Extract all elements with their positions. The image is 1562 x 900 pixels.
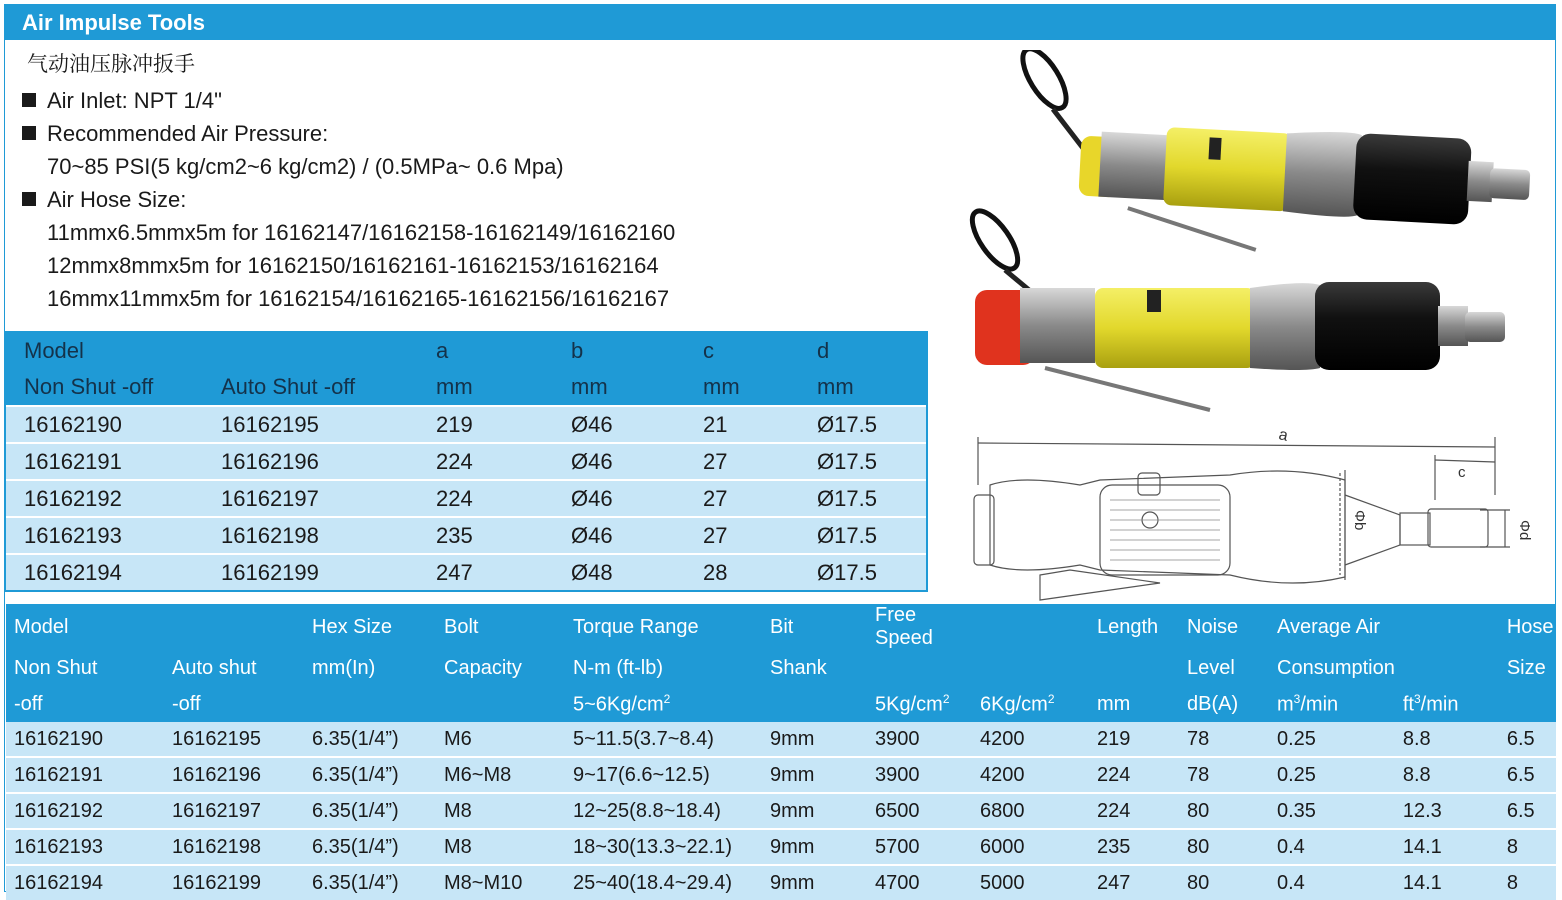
table-cell: 16162198 (203, 517, 418, 554)
header-cell: d (799, 333, 926, 369)
table-cell: 9mm (762, 865, 867, 900)
table-cell: 16162192 (6, 793, 164, 829)
table-cell: Ø48 (553, 554, 685, 590)
header-cell: Auto shut (164, 650, 304, 686)
table-cell: 0.25 (1269, 757, 1395, 793)
unit-min: /min (1300, 693, 1339, 716)
header-cell: Hex Size (304, 604, 436, 650)
unit-sup: 2 (663, 691, 671, 706)
table-cell: 224 (418, 443, 553, 480)
table-cell: 12.3 (1395, 793, 1499, 829)
table-cell: 4700 (867, 865, 972, 900)
header-cell: N-m (ft-lb) (565, 650, 762, 686)
header-cell (972, 604, 1089, 650)
header-cell: Non Shut (6, 650, 164, 686)
spec-table (6, 604, 1556, 900)
header-cell: -off (164, 686, 304, 722)
table-cell: 27 (685, 517, 799, 554)
table-cell: 219 (1089, 722, 1179, 757)
table-cell: 247 (418, 554, 553, 590)
table-cell: 8.8 (1395, 757, 1499, 793)
table-cell: 16162194 (6, 554, 203, 590)
header-cell: mm (553, 369, 685, 406)
dimension-header-row (6, 369, 926, 406)
table-cell: 224 (1089, 757, 1179, 793)
table-cell: 6.35(1/4”) (304, 757, 436, 793)
table-cell: 4200 (972, 757, 1089, 793)
table-row (6, 793, 1556, 829)
header-cell: mm (418, 369, 553, 406)
table-row (6, 829, 1556, 865)
table-cell: Ø17.5 (799, 480, 926, 517)
table-cell: 18~30(13.3~22.1) (565, 829, 762, 865)
table-cell: 6.5 (1499, 793, 1556, 829)
header-cell (867, 686, 972, 722)
header-cell (304, 686, 436, 722)
pressure-label: Recommended Air Pressure: (47, 121, 329, 146)
table-cell: 16162190 (6, 722, 164, 757)
table-cell: 16162199 (203, 554, 418, 590)
header-cell: Average Air (1269, 604, 1395, 650)
table-cell: Ø17.5 (799, 517, 926, 554)
table-row (6, 554, 926, 590)
header-cell (565, 686, 762, 722)
table-cell: M6~M8 (436, 757, 565, 793)
table-cell: Ø46 (553, 517, 685, 554)
table-cell: 16162193 (6, 517, 203, 554)
tool-top-icon (1005, 50, 1536, 264)
header-cell: mm (799, 369, 926, 406)
table-cell: 6000 (972, 829, 1089, 865)
table-cell: 16162194 (6, 865, 164, 900)
bullet-square-icon (22, 192, 36, 206)
table-cell: Ø46 (553, 406, 685, 443)
header-cell (436, 686, 565, 722)
header-cell: Length (1089, 604, 1179, 650)
table-cell: 27 (685, 480, 799, 517)
product-photo (910, 50, 1550, 430)
table-cell: 6.5 (1499, 757, 1556, 793)
table-cell: 3900 (867, 757, 972, 793)
table-cell: 6500 (867, 793, 972, 829)
table-cell: 9mm (762, 722, 867, 757)
table-cell: 27 (685, 443, 799, 480)
table-cell: 235 (418, 517, 553, 554)
hose-label: Air Hose Size: (47, 187, 187, 212)
spec-pressure (22, 117, 328, 150)
table-cell: 224 (1089, 793, 1179, 829)
dimension-header-row (6, 333, 926, 369)
unit-sup: 3 (1293, 691, 1301, 706)
label-d: Φd (1516, 520, 1533, 541)
table-cell: 16162196 (164, 757, 304, 793)
table-cell: 0.4 (1269, 865, 1395, 900)
table-cell: 16162193 (6, 829, 164, 865)
table-cell: Ø17.5 (799, 406, 926, 443)
header-cell: Bit (762, 604, 867, 650)
speed-unit-5: 5Kg/cm (875, 693, 943, 716)
page-title: Air Impulse Tools (5, 5, 1555, 40)
chinese-subtitle: 气动油压脉冲扳手 (27, 52, 195, 76)
header-cell: Noise (1179, 604, 1269, 650)
table-cell: 16162196 (203, 443, 418, 480)
header-cell (1395, 650, 1499, 686)
table-cell: 247 (1089, 865, 1179, 900)
header-cell (1395, 686, 1499, 722)
table-cell: 16162192 (6, 480, 203, 517)
table-cell: Ø17.5 (799, 554, 926, 590)
table-cell: M8 (436, 829, 565, 865)
header-cell (1499, 686, 1556, 722)
torque-unit: 5~6Kg/cm (573, 693, 664, 716)
table-cell: Ø46 (553, 480, 685, 517)
spec-hose (22, 183, 186, 216)
table-cell: 3900 (867, 722, 972, 757)
table-row (6, 517, 926, 554)
header-cell: Auto Shut -off (203, 369, 418, 406)
table-cell: 16162195 (203, 406, 418, 443)
label-b: Φb (1351, 510, 1368, 531)
header-cell: Model (6, 333, 203, 369)
spec-header-row (6, 686, 1556, 722)
table-cell: 9~17(6.6~12.5) (565, 757, 762, 793)
table-cell: 78 (1179, 757, 1269, 793)
table-cell: M8~M10 (436, 865, 565, 900)
header-cell: Consumption (1269, 650, 1395, 686)
table-cell: 8 (1499, 865, 1556, 900)
air-unit-ft: ft (1402, 693, 1414, 716)
table-cell: 6.35(1/4”) (304, 829, 436, 865)
table-cell: 5000 (972, 865, 1089, 900)
header-cell: Bolt (436, 604, 565, 650)
air-unit-m: m (1277, 693, 1294, 716)
table-cell: 235 (1089, 829, 1179, 865)
header-cell (164, 604, 304, 650)
bullet-square-icon (22, 93, 36, 107)
hose-line: 11mmx6.5mmx5m for 16162147/16162158-16162149/16162160 (47, 220, 676, 245)
label-c: c (1458, 464, 1466, 481)
table-cell: 16162190 (6, 406, 203, 443)
table-cell: 25~40(18.4~29.4) (565, 865, 762, 900)
table-cell: M6 (436, 722, 565, 757)
table-cell: 0.35 (1269, 793, 1395, 829)
table-cell: 224 (418, 480, 553, 517)
header-cell (1089, 650, 1179, 686)
header-cell (1269, 686, 1395, 722)
table-cell: 6800 (972, 793, 1089, 829)
header-cell: mm(In) (304, 650, 436, 686)
table-cell: 9mm (762, 757, 867, 793)
header-cell: Model (6, 604, 164, 650)
tool-bottom-icon (964, 204, 1505, 410)
table-row (6, 443, 926, 480)
header-cell (972, 686, 1089, 722)
header-cell: Size (1499, 650, 1556, 686)
dimension-line-c (1435, 460, 1495, 462)
hose-line: 12mmx8mmx5m for 16162150/16162161-16162153/16162164 (47, 253, 659, 278)
table-cell: 6.35(1/4”) (304, 793, 436, 829)
pressure-value: 70~85 PSI(5 kg/cm2~6 kg/cm2) / (0.5MPa~ 0.6 Mpa) (47, 154, 564, 179)
header-cell (867, 650, 972, 686)
header-cell: a (418, 333, 553, 369)
table-cell: 16162199 (164, 865, 304, 900)
table-cell: 16162191 (6, 443, 203, 480)
header-cell (203, 333, 418, 369)
table-cell: 16162191 (6, 757, 164, 793)
header-cell (762, 686, 867, 722)
table-row (6, 480, 926, 517)
hose-line: 16mmx11mmx5m for 16162154/16162165-16162156/16162167 (47, 286, 670, 311)
table-row (6, 865, 1556, 900)
header-cell: b (553, 333, 685, 369)
dimension-line-a (978, 443, 1495, 447)
table-cell: 6.35(1/4”) (304, 722, 436, 757)
table-cell: 12~25(8.8~18.4) (565, 793, 762, 829)
bullet-square-icon (22, 126, 36, 140)
table-cell: 5~11.5(3.7~8.4) (565, 722, 762, 757)
table-cell: 80 (1179, 829, 1269, 865)
table-cell: 4200 (972, 722, 1089, 757)
table-cell: 21 (685, 406, 799, 443)
table-cell: Ø17.5 (799, 443, 926, 480)
header-cell: Torque Range (565, 604, 762, 650)
unit-sup: 3 (1413, 691, 1421, 706)
table-cell: 0.4 (1269, 829, 1395, 865)
air-inlet-text: Air Inlet: NPT 1/4" (47, 88, 222, 113)
table-cell: 80 (1179, 793, 1269, 829)
unit-sup: 2 (1047, 691, 1055, 706)
header-cell: mm (1089, 686, 1179, 722)
table-cell: 8 (1499, 829, 1556, 865)
header-cell (972, 650, 1089, 686)
header-cell: Shank (762, 650, 867, 686)
table-cell: 28 (685, 554, 799, 590)
header-cell: Hose (1499, 604, 1556, 650)
table-cell: Ø46 (553, 443, 685, 480)
table-cell: 5700 (867, 829, 972, 865)
header-cell: c (685, 333, 799, 369)
table-cell: 16162197 (164, 793, 304, 829)
dimension-table (6, 333, 926, 590)
header-cell: Non Shut -off (6, 369, 203, 406)
table-cell: 16162198 (164, 829, 304, 865)
header-cell: Capacity (436, 650, 565, 686)
header-cell (1395, 604, 1499, 650)
table-cell: 8.8 (1395, 722, 1499, 757)
spec-header-row (6, 604, 1556, 650)
table-row (6, 757, 1556, 793)
table-cell: 6.5 (1499, 722, 1556, 757)
speed-unit-6: 6Kg/cm (980, 693, 1048, 716)
header-cell: dB(A) (1179, 686, 1269, 722)
table-cell: 80 (1179, 865, 1269, 900)
header-cell: Level (1179, 650, 1269, 686)
table-cell: 219 (418, 406, 553, 443)
table-cell: 14.1 (1395, 865, 1499, 900)
spec-air-inlet (22, 84, 222, 117)
unit-sup: 2 (942, 691, 950, 706)
header-cell: Free Speed (867, 604, 972, 650)
table-cell: 6.35(1/4”) (304, 865, 436, 900)
label-a: a (1277, 426, 1290, 445)
table-cell: 9mm (762, 793, 867, 829)
table-cell: 16162197 (203, 480, 418, 517)
table-cell: 78 (1179, 722, 1269, 757)
table-row (6, 722, 1556, 757)
table-cell: 0.25 (1269, 722, 1395, 757)
table-cell: 14.1 (1395, 829, 1499, 865)
header-cell: -off (6, 686, 164, 722)
spec-header-row (6, 650, 1556, 686)
table-cell: M8 (436, 793, 565, 829)
table-row (6, 406, 926, 443)
table-cell: 9mm (762, 829, 867, 865)
unit-min: /min (1420, 693, 1459, 716)
dimension-diagram (960, 425, 1540, 605)
table-cell: 16162195 (164, 722, 304, 757)
header-cell: mm (685, 369, 799, 406)
